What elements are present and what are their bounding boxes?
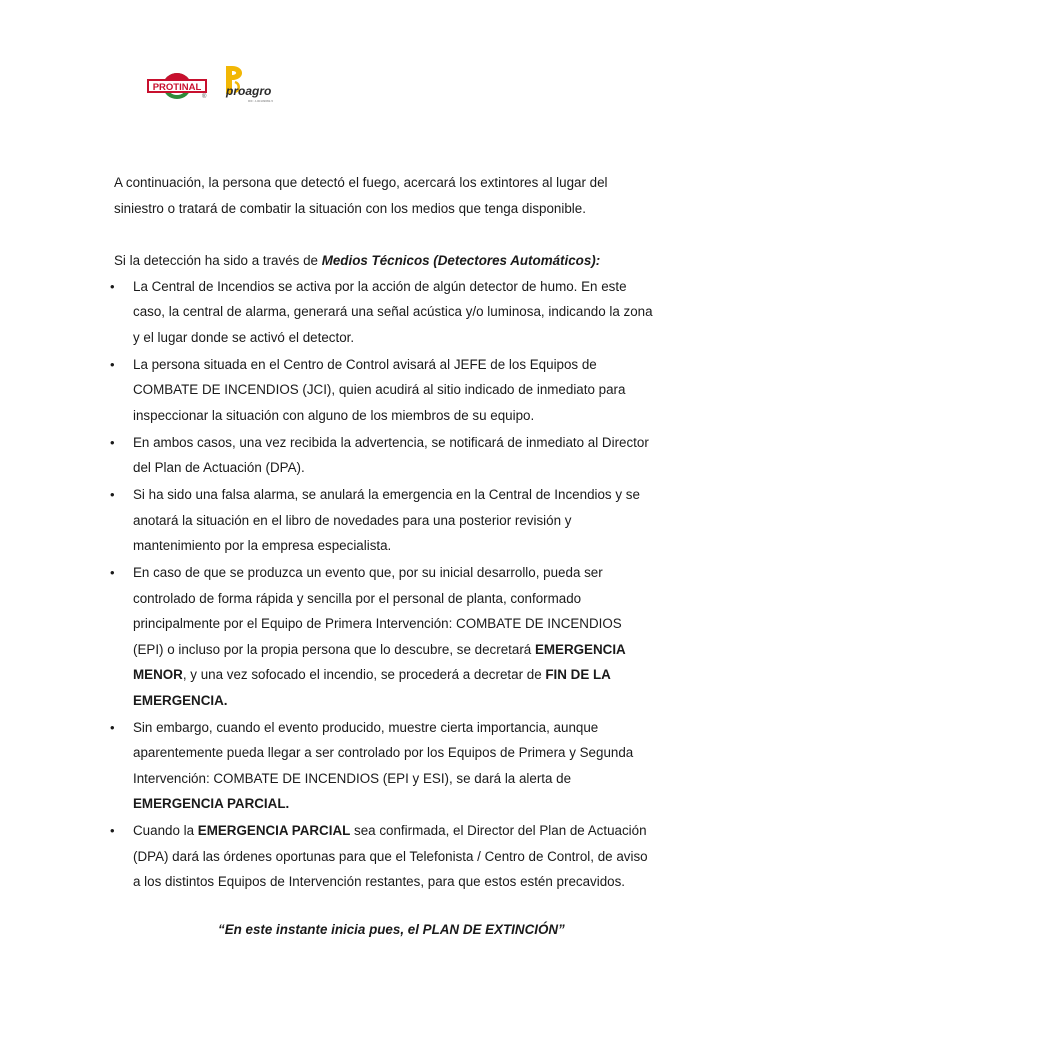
header-logos [146,64,286,108]
list-item [110,715,704,817]
bullet-icon: • [110,434,115,450]
list-item-text: En ambos casos, una vez recibida la advertencia, se notificará de inmediato al Director del Plan de Actuación (DPA). [133,434,649,475]
list-item-text: La Central de Incendios se activa por la acción de algún detector de humo. En este caso, la central de alarma, generará una señal acústica y/o luminosa, indicando la zona y el lugar donde se activó el detector. [133,278,653,345]
list-item-text: Cuando la [133,823,198,838]
list-item [110,274,704,351]
proagro-subtitle: RIF: J-00109682-5 [248,99,274,103]
list-item [110,560,704,713]
procedure-list [110,274,704,895]
list-item-text: La persona situada en el Centro de Control avisará al JEFE de los Equipos de COMBATE DE INCENDIOS (JCI), quien acudirá al sitio indicado de inmediato para inspeccionar la situación con alguno de los miembros de su equipo. [133,356,626,423]
detection-heading [114,248,704,274]
bullet-icon: • [110,719,115,735]
list-item-text: , y una vez sofocado el incendio, se procederá a decretar de [182,667,546,682]
bullet-icon: • [110,823,115,838]
registered-mark: ® [202,94,207,100]
list-item [110,818,704,895]
proagro-logo [222,64,282,108]
closing-statement: “En este instante inicia pues, el PLAN DE EXTINCIÓN” [218,922,565,937]
bullet-icon: • [110,565,115,580]
bullet-icon: • [110,278,115,294]
emphasis-text: FIN DE LA EMERGENCIA. [133,667,611,708]
svg-text:PROTINAL: PROTINAL [152,82,202,93]
list-item [110,482,704,559]
list-item-text: En caso de que se produzca un evento que, por su inicial desarrollo, pueda ser controlado de forma rápida y sencilla por el personal de planta, conformado principalmente por el Equipo de Primera Intervención: COMBATE DE INCENDIOS (EPI) o incluso por la propia persona que lo descubre, se decretará [133,565,622,657]
document-body [110,170,704,896]
protinal-logo [146,71,208,101]
list-item-text: sea confirmada, el Director del Plan de Actuación (DPA) dará las órdenes oportunas para que el Telefonista / Centro de Control, de aviso a los distintos Equipos de Intervención restantes, para que estos estén precavidos. [133,823,648,889]
list-item-text: Si ha sido una falsa alarma, se anulará la emergencia en la Central de Incendios y se anotará la situación en el libro de novedades para una posterior revisión y mantenimiento por la empresa especialista. [133,487,640,553]
proagro-wordmark: proagro [226,84,272,98]
list-item [110,352,704,429]
bullet-icon: • [110,487,115,502]
bullet-icon: • [110,356,115,372]
emphasis-text: EMERGENCIA PARCIAL [197,823,351,838]
detection-method: Medios Técnicos (Detectores Automáticos): [321,253,601,268]
detection-prefix: Si la detección ha sido a través de [114,253,322,268]
intro-paragraph: A continuación, la persona que detectó el fuego, acercará los extintores al lugar del siniestro o tratará de combatir la situación con los medios que tenga disponible. [114,175,608,216]
list-item [110,430,704,481]
list-item-text: Sin embargo, cuando el evento producido, muestre cierta importancia, aunque aparentemente pueda llegar a ser controlado por los Equipos de Primera y Segunda Intervención: COMBATE DE INCENDIOS (EPI y ESI), se dará la alerta de [133,719,634,786]
emphasis-text: EMERGENCIA PARCIAL. [133,796,290,811]
emphasis-text: EMERGENCIA MENOR [133,641,626,682]
